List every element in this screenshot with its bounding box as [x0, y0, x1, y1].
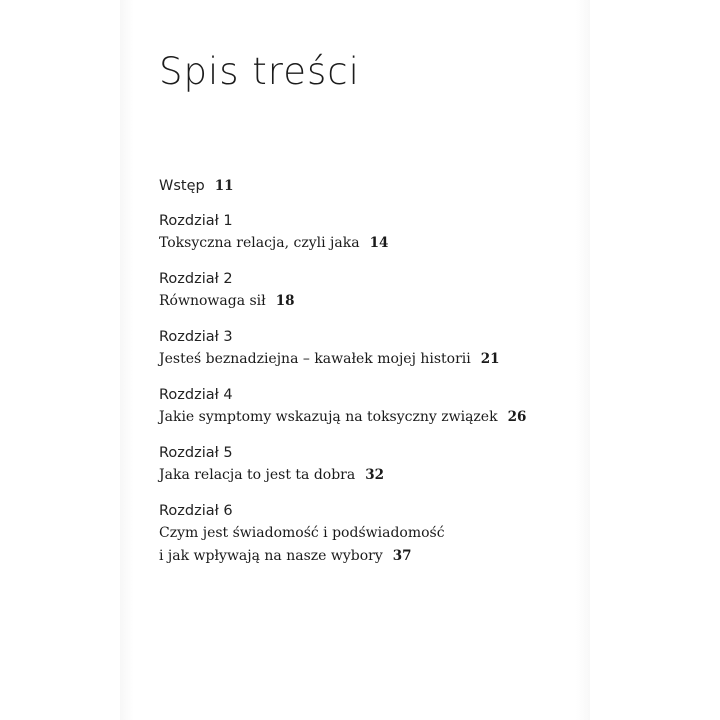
chapter-title-text: i jak wpływają na nasze wybory [159, 548, 383, 564]
chapter-title [159, 464, 384, 487]
toc-entry-chapter-4 [159, 384, 526, 429]
toc-entry-chapter-6 [159, 500, 445, 568]
chapter-label: Rozdział 4 [159, 387, 233, 403]
chapter-title [159, 545, 445, 568]
toc-entry-chapter-5 [159, 442, 384, 487]
toc-entry-chapter-2 [159, 268, 295, 313]
chapter-page-number: 37 [392, 548, 412, 564]
chapter-title [159, 232, 388, 255]
chapter-page-number: 14 [369, 235, 389, 251]
chapter-label: Rozdział 6 [159, 503, 233, 519]
chapter-title-text: Czym jest świadomość i podświadomość [159, 525, 445, 541]
chapter-title-text: Jakie symptomy wskazują na toksyczny związek [159, 409, 498, 425]
intro-page-number: 11 [214, 178, 234, 194]
toc-entry-chapter-1 [159, 210, 388, 255]
chapter-page-number: 26 [507, 409, 527, 425]
chapter-title-text: Toksyczna relacja, czyli jaka [159, 235, 360, 251]
chapter-title [159, 406, 526, 429]
chapter-label: Rozdział 1 [159, 213, 233, 229]
intro-row [159, 175, 234, 197]
toc-entry-intro [159, 175, 234, 197]
chapter-label: Rozdział 5 [159, 445, 233, 461]
chapter-title-text: Jaka relacja to jest ta dobra [159, 467, 356, 483]
chapter-title [159, 522, 445, 545]
chapter-page-number: 32 [365, 467, 385, 483]
chapter-title [159, 290, 295, 313]
toc-entry-chapter-3 [159, 326, 500, 371]
intro-label: Wstęp [159, 178, 205, 194]
chapter-page-number: 21 [480, 351, 500, 367]
chapter-title-text: Równowaga sił [159, 293, 266, 309]
chapter-page-number: 18 [275, 293, 295, 309]
chapter-title-text: Jesteś beznadziejna – kawałek mojej historii [159, 351, 471, 367]
chapter-label: Rozdział 3 [159, 329, 233, 345]
chapter-title [159, 348, 500, 371]
chapter-label: Rozdział 2 [159, 271, 233, 287]
page-title: Spis treści [159, 50, 360, 93]
